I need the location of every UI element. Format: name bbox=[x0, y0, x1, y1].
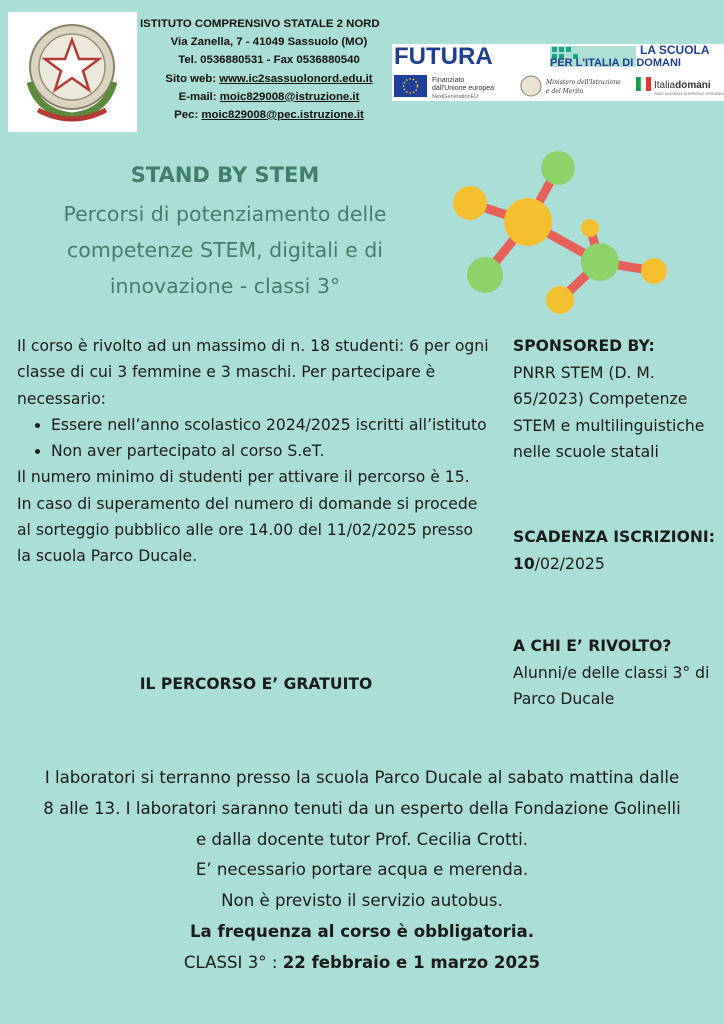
course-description bbox=[17, 333, 489, 570]
ministry-text-2: e del Merito bbox=[546, 88, 584, 95]
school-website-row bbox=[138, 70, 400, 88]
requirements-list bbox=[17, 412, 489, 465]
deadline-section bbox=[513, 524, 718, 577]
mandatory-notice: La frequenza al corso è obbligatoria. bbox=[189, 921, 535, 941]
lab-info-line: Non è previsto il servizio autobus. bbox=[221, 891, 503, 911]
molecule-icon bbox=[440, 150, 676, 318]
republic-emblem-icon bbox=[8, 12, 137, 132]
futura-logo-text: FUTURA bbox=[394, 44, 493, 70]
deadline-rest: /02/2025 bbox=[534, 554, 605, 573]
course-intro: Il corso è rivolto ad un massimo di n. 18 studenti: 6 per ogni classe di cui 3 femmine e 3 maschi. Per partecipare è necessario: bbox=[17, 337, 489, 408]
page-title: STAND BY STEM bbox=[130, 163, 320, 187]
ministry-text-1: Ministero dell'Istruzione bbox=[546, 79, 621, 86]
lab-info bbox=[0, 763, 724, 979]
draw-procedure: In caso di superamento del numero di domande si procede al sorteggio pubblico alle ore 14.00 del 11/02/2025 presso la scuola Parco Ducale. bbox=[17, 494, 478, 566]
school-pec-row bbox=[138, 106, 400, 124]
page-subtitle: Percorsi di potenziamento delle competenze STEM, digitali e di innovazione - classi 3° bbox=[63, 202, 387, 298]
website-label: Sito web: bbox=[165, 72, 217, 85]
dates-label: CLASSI 3° : bbox=[183, 952, 283, 972]
requirement-item: • Essere nell’anno scolastico 2024/2025 iscritti all’istituto bbox=[51, 412, 489, 438]
school-email-row bbox=[138, 88, 400, 106]
lab-info-line: I laboratori si terranno presso la scuola Parco Ducale al sabato mattina dalle bbox=[44, 768, 680, 787]
eu-text-3: NextGenerationEU bbox=[432, 94, 479, 100]
sponsored-title: SPONSORED BY: bbox=[513, 337, 655, 355]
lab-info-line: e dalla docente tutor Prof. Cecilia Crotti. bbox=[196, 829, 528, 849]
italy-flag-icon bbox=[636, 77, 651, 91]
ministry-emblem-icon bbox=[521, 76, 541, 96]
svg-text:Italiadomani bbox=[654, 80, 711, 91]
lab-info-line: 8 alle 13. I laboratori saranno tenuti da un esperto della Fondazione Golinelli bbox=[43, 798, 681, 818]
email-link[interactable]: moic829008@istruzione.it bbox=[219, 90, 360, 103]
dates-value: 22 febbraio e 1 marzo 2025 bbox=[282, 952, 541, 972]
lab-info-line: E’ necessario portare acqua e merenda. bbox=[195, 860, 529, 880]
sponsored-section bbox=[513, 333, 718, 466]
pec-link[interactable]: moic829008@pec.istruzione.it bbox=[201, 109, 364, 122]
domani-text: domani bbox=[675, 80, 711, 91]
eu-text-2: dall'Unione europea bbox=[432, 85, 495, 92]
audience-text: Alunni/e delle classi 3° di Parco Ducale bbox=[513, 663, 710, 708]
pec-label: Pec: bbox=[174, 109, 199, 122]
school-info bbox=[138, 15, 400, 124]
audience-title: A CHI E’ RIVOLTO? bbox=[513, 637, 672, 655]
audience-section bbox=[513, 633, 718, 713]
email-label: E-mail: bbox=[178, 90, 217, 103]
school-address: Via Zanella, 7 - 41049 Sassuolo (MO) bbox=[170, 36, 368, 49]
tagline-line-2: PER L'ITALIA DI DOMANI bbox=[550, 57, 681, 69]
italia-text: Italia bbox=[654, 80, 676, 91]
deadline-date bbox=[513, 551, 718, 578]
website-link[interactable]: www.ic2sassuolonord.edu.it bbox=[219, 72, 373, 85]
school-phone: Tel. 0536880531 - Fax 0536880540 bbox=[178, 54, 360, 67]
eu-text-1: Finanziato bbox=[432, 77, 465, 84]
pnrr-small-text: PIANO NAZIONALE DI RIPRESA E RESILIENZA bbox=[654, 92, 724, 96]
sponsored-text: PNRR STEM (D. M. 65/2023) Competenze STEM e multilinguistiche nelle scuole statali bbox=[513, 363, 705, 461]
school-name: ISTITUTO COMPRENSIVO STATALE 2 NORD bbox=[140, 18, 380, 30]
deadline-title: SCADENZA ISCRIZIONI: bbox=[513, 528, 715, 546]
futura-logo-banner bbox=[392, 44, 724, 101]
free-course-notice: IL PERCORSO E’ GRATUITO bbox=[139, 675, 373, 693]
deadline-day: 10 bbox=[513, 554, 535, 573]
tagline-line-1: LA SCUOLA bbox=[640, 44, 710, 57]
requirement-item: • Non aver partecipato al corso S.eT. bbox=[51, 438, 489, 464]
minimum-students: Il numero minimo di studenti per attivare il percorso è 15. bbox=[17, 468, 470, 487]
course-dates bbox=[0, 948, 724, 979]
